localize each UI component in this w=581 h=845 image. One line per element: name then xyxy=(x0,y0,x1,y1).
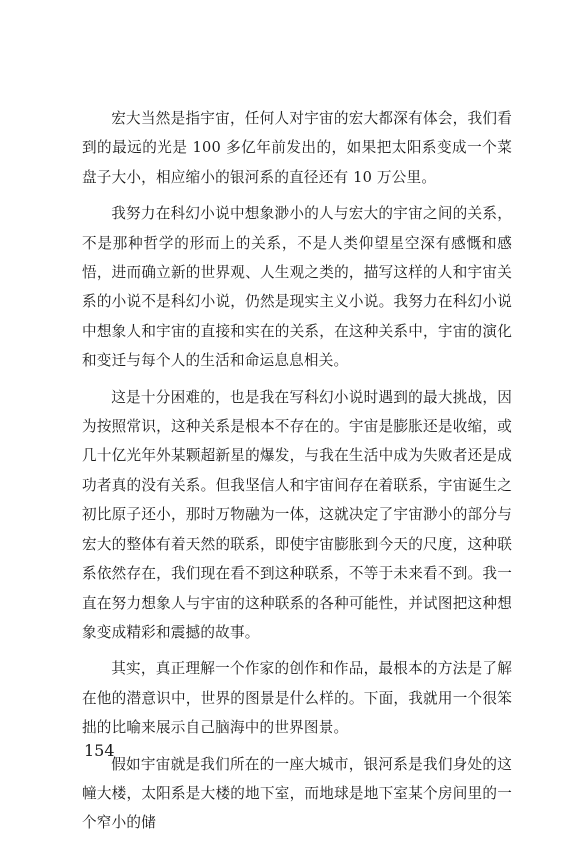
paragraph-2: 我努力在科幻小说中想象渺小的人与宏大的宇宙之间的关系，不是那种哲学的形而上的关系，不是人类仰望星空深有感慨和感悟，进而确立新的世界观、人生观之类的，描写这样的人和宇宙关系的小说不是科幻小说，仍然是现实主义小说。我努力在科幻小说中想象人和宇宙的直接和实在的关系，在这种关系中，宇宙的演化和变迁与每个人的生活和命运息息相关。 xyxy=(82,205,512,370)
paragraph-1: 宏大当然是指宇宙，任何人对宇宙的宏大都深有体会，我们看到的最远的光是 100 多亿年前发出的，如果把太阳系变成一个菜盘子大小，相应缩小的银河系的直径还有 10 万公里。 xyxy=(82,110,512,186)
paragraph-5: 假如宇宙就是我们所在的一座大城市，银河系是我们身处的这幢大楼，太阳系是大楼的地下室，而地球是地下室某个房间里的一个窄小的储 xyxy=(82,755,512,832)
body-text xyxy=(82,104,512,845)
page-number: 154 xyxy=(84,741,115,760)
paragraph-4: 其实，真正理解一个作家的创作和作品，最根本的方法是了解在他的潜意识中，世界的图景是什么样的。下面，我就用一个很笨拙的比喻来展示自己脑海中的世界图景。 xyxy=(82,660,512,737)
paragraph-3: 这是十分困难的，也是我在写科幻小说时遇到的最大挑战，因为按照常识，这种关系是根本不存在的。宇宙是膨胀还是收缩，或几十亿光年外某颗超新星的爆发，与我在生活中成为失败者还是成功者真的没有关系。但我坚信人和宇宙间存在着联系，宇宙诞生之初比原子还小，那时万物融为一体，这就决定了宇宙渺小的部分与宏大的整体有着天然的联系，即使宇宙膨胀到今天的尺度，这种联系依然存在，我们现在看不到这种联系，不等于未来看不到。我一直在努力想象人与宇宙的这种联系的各种可能性，并试图把这种想象变成精彩和震撼的故事。 xyxy=(82,388,512,641)
